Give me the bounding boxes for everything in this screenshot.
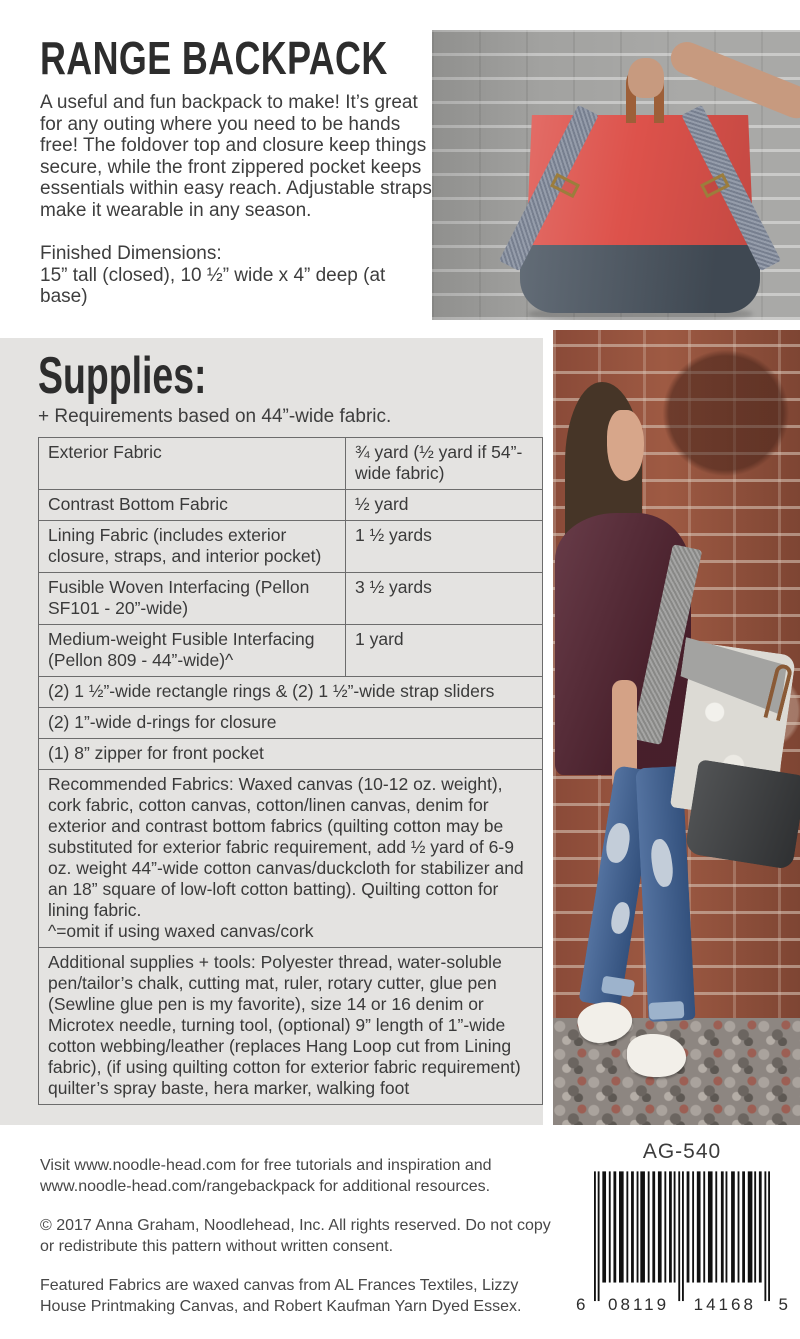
hardware-zipper: (1) 8” zipper for front pocket [48,743,264,763]
hardware-rectangle-rings: (2) 1 ½”-wide rectangle rings & (2) 1 ½”-wide strap sliders [48,681,495,701]
supply-label: Medium-weight Fusible Interfacing (Pellon 809 - 44”-wide)^ [39,625,346,676]
table-row [39,708,542,739]
table-row [39,490,542,521]
pattern-description: A useful and fun backpack to make! It’s great for any outing where you need to be hands free! The foldover top and closure keep things secure, while the front zippered pocket keeps essentials within easy reach. Adjustable straps make it wearable in any season. [40,92,432,221]
barcode-digit-right: 5 [778,1295,788,1314]
footer-featured-fabrics-text: Featured Fabrics are waxed canvas from AL Frances Textiles, Lizzy House Printmaking Canvas, and Robert Kaufman Yarn Dyed Essex. [40,1277,522,1315]
backpack-product-photo [432,30,800,320]
footer-copyright-text: © 2017 Anna Graham, Noodlehead, Inc. All rights reserved. Do not copy or redistribute this pattern without written consent. [40,1217,551,1255]
table-row [39,770,542,948]
table-row [39,948,542,1104]
table-row [39,438,542,490]
recommended-fabrics-footnote: ^=omit if using waxed canvas/cork [48,921,314,941]
supply-label: Exterior Fabric [39,438,346,489]
page-title: RANGE BACKPACK [40,32,388,84]
jeans-cuff [649,1001,684,1020]
finished-dimensions-value: 15” tall (closed), 10 ½” wide x 4” deep (at base) [40,264,386,307]
table-row [39,573,542,625]
barcode-block [576,1140,788,1315]
hardware-d-rings: (2) 1”-wide d-rings for closure [48,712,277,732]
model-wearing-backpack-photo [553,330,800,1125]
barcode-group-right: 14168 [693,1295,756,1314]
backpack-denim-bottom [520,245,760,313]
footer-block [40,1156,568,1336]
finished-dimensions [40,243,432,308]
table-row [39,521,542,573]
barcode-digits [576,1295,788,1315]
supplies-heading: Supplies: [38,347,207,405]
recommended-fabrics-cell [39,770,542,947]
model-hand [628,58,664,98]
supply-value: ¾ yard (½ yard if 54”-wide fabric) [355,442,523,483]
additional-supplies-text: Additional supplies + tools: Polyester thread, water-soluble pen/tailor’s chalk, cutting mat, ruler, rotary cutter, glue pen (Sewline glue pen is my favorite), size 14 or 16 denim or Microtex needle, turning tool, (optional) 9” length of 1”-wide cotton webbing/leather (replaces Hang Loop cut from Lining fabric), (if using quilting cotton for exterior fabric requirement) quilter’s spray baste, hera marker, walking foot [48,952,521,1098]
header-block [40,34,432,308]
supplies-panel [0,338,543,1125]
table-row [39,677,542,708]
recommended-fabrics-text: Recommended Fabrics: Waxed canvas (10-12 oz. weight), cork fabric, cotton canvas, cotton/linen canvas, denim for exterior and contrast bottom fabrics (quilting cotton may be substituted for exterior fabric requirement, add ½ yard of 6-9 oz. weight 44”-wide cotton canvas/duckcloth for stabilizer and an 18” square of low-loft cotton batting). Quilting cotton for lining fabric. [48,774,524,920]
supply-label: Contrast Bottom Fabric [39,490,346,520]
finished-dimensions-label: Finished Dimensions: [40,243,222,264]
sku-number: AG-540 [642,1140,722,1163]
table-row [39,739,542,770]
supply-value: 3 ½ yards [355,577,432,597]
supplies-table [38,437,543,1105]
footer-visit-text: Visit www.noodle-head.com for free tutorials and inspiration and www.noodle-head.com/rangebackpack for additional resources. [40,1157,492,1195]
supply-label: Fusible Woven Interfacing (Pellon SF101 - 20”-wide) [39,573,346,624]
table-row [39,625,542,677]
barcode-group-left: 08119 [608,1295,670,1314]
supplies-note: + Requirements based on 44”-wide fabric. [38,406,392,427]
supply-value: ½ yard [355,494,409,514]
supply-value: 1 yard [355,629,404,649]
supply-label: Lining Fabric (includes exterior closure, straps, and interior pocket) [39,521,346,572]
worn-backpack-bottom [685,759,800,870]
barcode-digit-left: 6 [576,1295,586,1314]
supply-value: 1 ½ yards [355,525,432,545]
